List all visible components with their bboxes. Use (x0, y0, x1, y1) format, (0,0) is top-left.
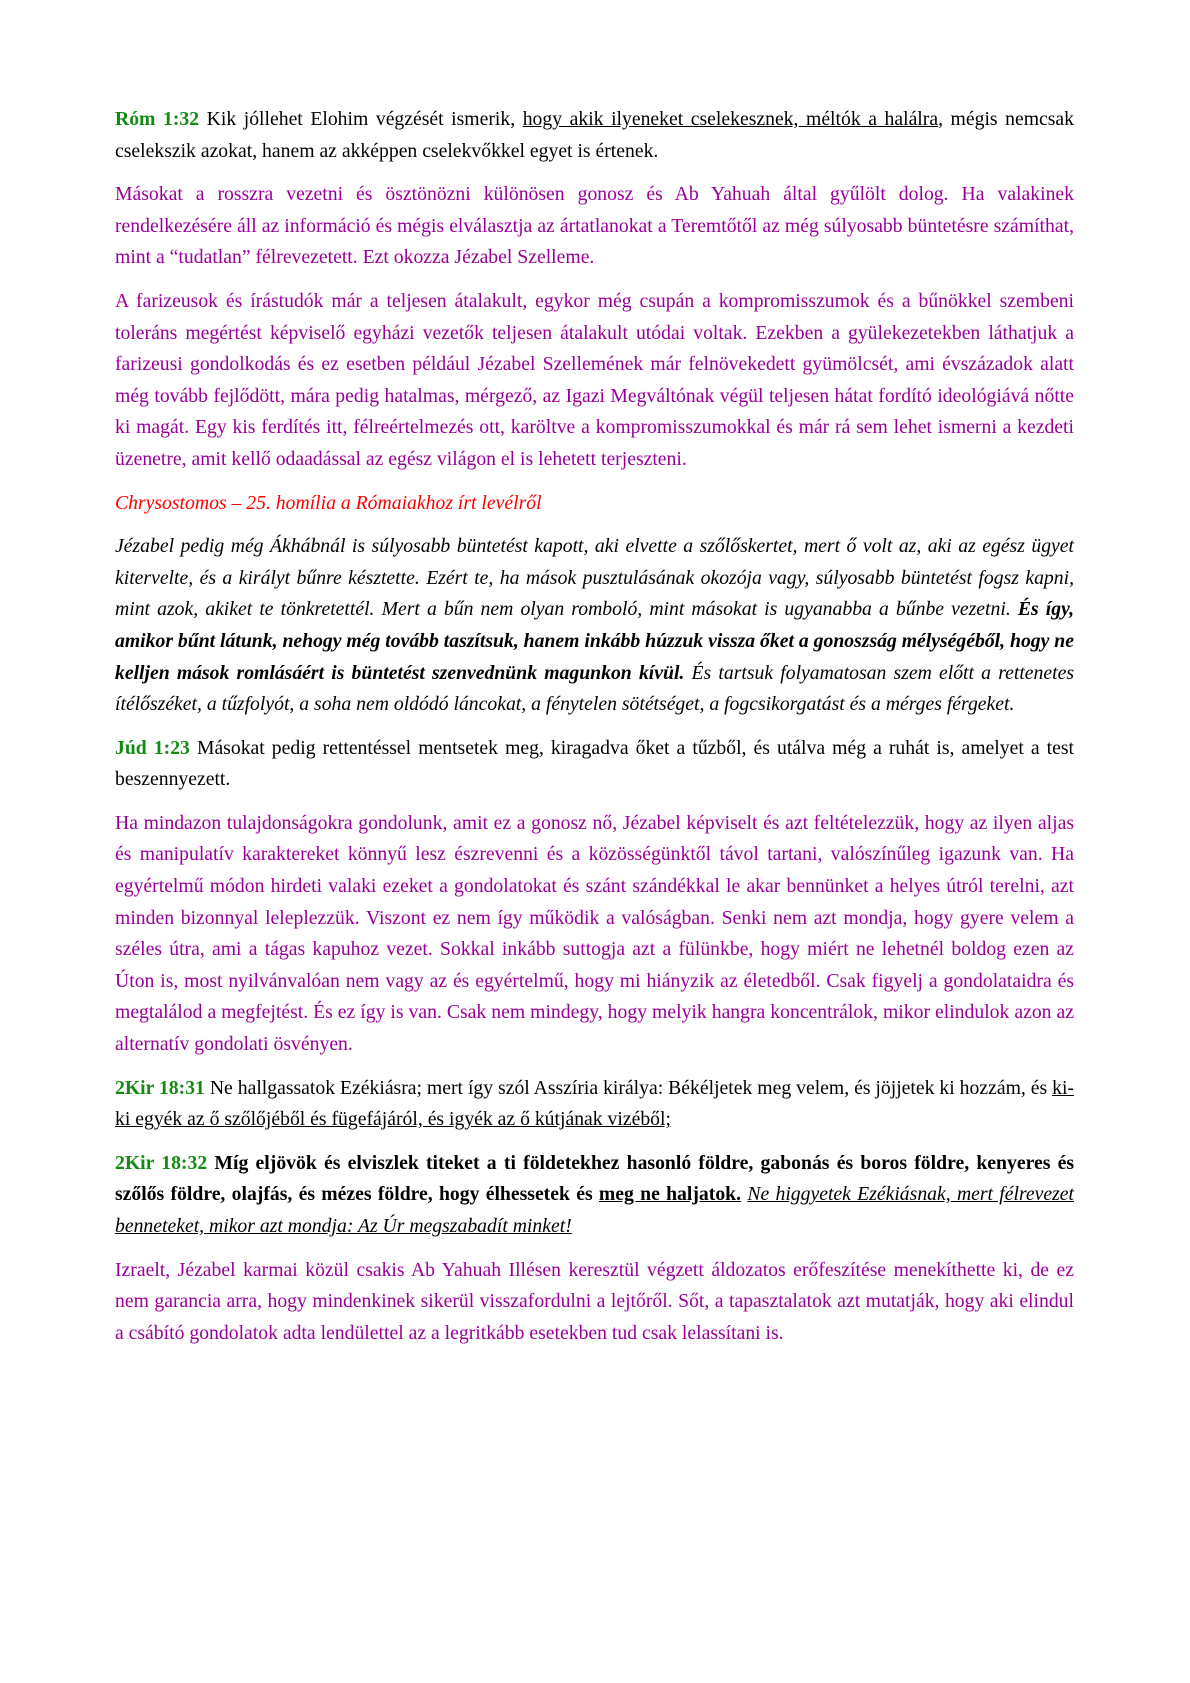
commentary-paragraph-1: Másokat a rosszra vezetni és ösztönözni különösen gonosz és Ab Yahuah által gyűlölt dolog. Ha valakinek rendelkezésére áll az információ és mégis elválasztja az ártatlanokat a Teremtőtől az még súlyosabb büntetésre számíthat, mint a “tudatlan” félrevezetett. Ezt okozza Jézabel Szelleme. (115, 183, 1074, 269)
verse-reference: 2Kir 18:31 (115, 1076, 205, 1099)
verse-reference: Júd 1:23 (115, 736, 190, 759)
verse-text: Másokat pedig rettentéssel mentsetek meg, kiragadva őket a tűzből, és utálva még a ruhát is, amelyet a test beszennyezett. (115, 736, 1074, 791)
quote-text: Jézabel pedig még Ákhábnál is súlyosabb büntetést kapott, aki elvette a szőlőskertet, mert ő volt az, aki az egész ügyet kitervelte, és a királyt bűnre késztette. Ezért te, ha mások pusztulásának okozója vagy, súlyosabb büntetést fogsz kapni, mint azok, akiket te tönkretettél. Mert a bűn nem olyan romboló, mint másokat is ugyanabba a bűnbe vezetni. (115, 535, 1074, 621)
commentary-paragraph-4: Izraelt, Jézabel karmai közül csakis Ab Yahuah Illésen keresztül végzett áldozatos erőfeszítése menekíthette ki, de ez nem garancia arra, hogy mindenkinek sikerül visszafordulni a lejtőről. Sőt, a tapasztalatok azt mutatják, hogy aki elindul a csábító gondolatok adta lendülettel az a legritkább esetekben tud csak lelassítani is. (115, 1258, 1074, 1344)
verse-text: , mégis nemcsak cselekszik azokat, hanem az akképpen cselekvőkkel egyet is értenek. (115, 108, 1075, 162)
verse-2kir-18-32 (115, 1148, 1074, 1243)
source-title: Chrysostomos – 25. homília a Rómaiakhoz írt levélről (115, 491, 542, 514)
verse-2kir-18-31 (115, 1073, 1074, 1136)
verse-text-underlined: ki-ki egyék az ő szőlőjéből és fügefájáról, és igyék az ő kútjának vizéből; (115, 1076, 1074, 1131)
document-page (115, 104, 1074, 1361)
verse-text-bold: Míg eljövök és elviszlek titeket a ti földetekhez hasonló földre, gabonás és boros földre, kenyeres és szőlős földre, olajfás, és mézes földre, hogy élhessetek és (115, 1151, 1074, 1206)
commentary-paragraph-2: A farizeusok és írástudók már a teljesen átalakult, egykor még csupán a kompromisszumok és a bűnökkel szembeni toleráns megértést képviselő egyházi vezetők teljesen átalakult utódai voltak. Ezekben a gyülekezetekben láthatjuk a farizeusi gondolkodás és ez esetben például Jézabel Szellemének már felnövekedett gyümölcsét, ami évszázadok alatt még tovább fejlődött, mára pedig hatalmas, mérgező, az Igazi Megváltónak végül teljesen hátat fordító ideológiává nőtte ki magát. Egy kis ferdítés itt, félreértelmezés ott, karöltve a kompromisszumokkal és már rá sem lehet ismerni a kezdeti üzenetre, amit kellő odaadással az egész világon el is lehetett terjeszteni. (115, 289, 1074, 470)
verse-text-bold-underlined: meg ne haljatok. (598, 1183, 742, 1206)
verse-rom-1-32 (115, 104, 1074, 167)
quote-text: És tartsuk folyamatosan szem előtt a rettenetes ítélőszéket, a tűzfolyót, a soha nem oldódó láncokat, a fénytelen sötétséget, a fogcsikorgatást és a mérges férgeket. (115, 661, 1074, 716)
verse-reference: 2Kir 18:32 (115, 1151, 208, 1174)
verse-text-italic-underlined: Ne higgyetek Ezékiásnak, mert félrevezet benneteket, mikor azt mondja: Az Úr megszabadít minket! (115, 1183, 1074, 1237)
verse-text-underlined: hogy akik ilyeneket cselekesznek, méltók a halálra (522, 108, 939, 130)
verse-reference: Róm 1:32 (115, 108, 200, 130)
verse-text: Ne hallgassatok Ezékiásra; mert így szól Asszíria királya: Békéljetek meg velem, és jöjjetek ki hozzám, és (204, 1076, 1053, 1099)
commentary-paragraph-3: Ha mindazon tulajdonságokra gondolunk, amit ez a gonosz nő, Jézabel képviselt és azt feltételezzük, hogy az ilyen aljas és manipulatív karaktereket könnyű lesz észrevenni és a közösségünktől távol tartani, valószínűleg igazunk van. Ha egyértelmű módon hirdeti valaki ezeket a gondolatokat és szánt szándékkal le akar bennünket a helyes útról terelni, azt minden bizonnyal leleplezzük. Viszont ez nem így működik a valóságban. Senki nem azt mondja, hogy gyere velem a széles útra, ami a tágas kapuhoz vezet. Sokkal inkább suttogja azt a fülünkbe, hogy miért ne lehetnél boldog ezen az Úton is, most nyilvánvalóan nem vagy az és egyértelmű, hogy mi hiányzik az életedből. Csak figyelj a gondolataidra és megtalálod a megfejtést. És ez így is van. Csak nem mindegy, hogy melyik hangra koncentrálok, mikor elindulok azon az alternatív gondolati ösvényen. (115, 811, 1074, 1056)
verse-text: Kik jóllehet Elohim végzését ismerik, (199, 108, 523, 130)
verse-jud-1-23 (115, 733, 1074, 796)
chrysostomos-quote (115, 531, 1074, 721)
quote-text-bold: És így, amikor bűnt látunk, nehogy még tovább taszítsuk, hanem inkább húzzuk vissza őket a gonoszság mélységéből, hogy ne kelljen mások romlásáért is büntetést szenvednünk magunkon kívül. (115, 598, 1075, 684)
